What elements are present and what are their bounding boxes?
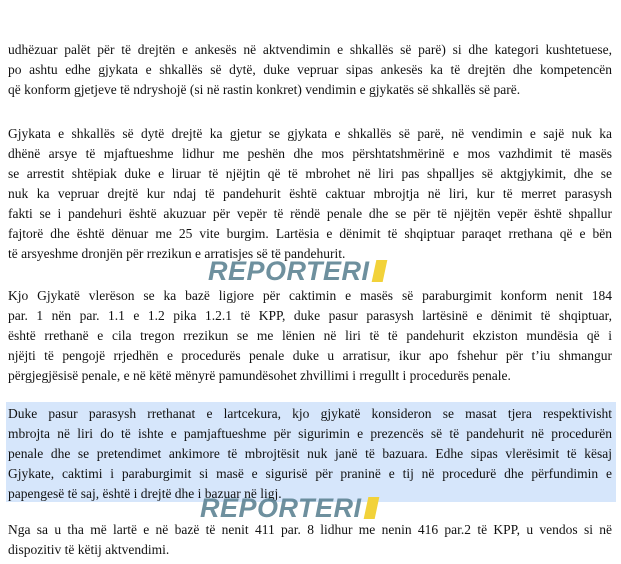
reporteri-watermark bbox=[208, 257, 385, 285]
paragraph-2 bbox=[8, 124, 612, 264]
text-line: dispozitiv të këtij aktvendimi. bbox=[8, 542, 170, 557]
text-line: të arsyeshme dronjën për rrezikun e arratisjes së të pandehurit. bbox=[8, 246, 346, 261]
text-line[interactable]: penale dhe se pretendimet ankimore të mbrojtësit nuk janë të bazuara. Edhe sipas vlerësimit të kësaj bbox=[8, 446, 612, 461]
text-line[interactable]: Duke pasur parasysh rrethanat e lartcekura, kjo gjykatë konsideron se masat tjera respektivisht bbox=[8, 406, 612, 421]
text-line: fajtorë dhe është dënuar me 25 vite burgim. Lartësia e dënimit të shqiptuar paraqet rrethana që e bën bbox=[8, 226, 612, 241]
text-line: par. 1 nën par. 1.1 e 1.2 pika 1.2.1 të KPP, duke pasur parasysh lartësinë e dënimit të shqiptuar, bbox=[8, 308, 612, 323]
paragraph-1 bbox=[8, 40, 612, 100]
text-line[interactable]: Gjykate, caktimi i paraburgimit si masë e sigurisë për praninë e tij në procedurë dhe përfundimin e bbox=[8, 466, 612, 481]
text-line: dhënë arsye të mjaftueshme lidhur me peshën dhe mos përshtatshmërinë e mos vazhdimit të masës bbox=[8, 146, 612, 161]
text-line: fakti se i pandehuri është akuzuar për vepër të rëndë penale dhe se për të njëjtën vepër është shpallur bbox=[8, 206, 612, 221]
watermark-bar-icon bbox=[363, 497, 379, 519]
text-line: që konform gjetjeve të ndryshojë (si në rastin konkret) vendimin e gjykatës së shkallës së parë. bbox=[8, 82, 521, 97]
text-line: se arrestit shtëpiak duke e liruar të njëjtin që të mbrohet në liri pas shpalljes së aktgjykimit, dhe se bbox=[8, 166, 612, 181]
paragraph-5 bbox=[8, 520, 612, 560]
text-line[interactable]: mbrojta në liri do të ishte e pamjaftueshme për sigurimin e prezencës së të pandehurit në procedurën bbox=[8, 426, 612, 441]
text-line: Kjo Gjykatë vlerëson se ka bazë ligjore për caktimin e masës së paraburgimit konform nenit 184 bbox=[8, 288, 612, 303]
text-line: njëjti të pengojë rrjedhën e procedurës penale duke u arratisur, ikur apo fshehur për t’iu shmangur bbox=[8, 348, 612, 363]
text-line: Nga sa u tha më lartë e në bazë të nenit 411 par. 8 lidhur me nenin 416 par.2 të KPP, u vendos si në bbox=[8, 522, 612, 537]
paragraph-3 bbox=[8, 286, 612, 386]
watermark-text: REPORTERI bbox=[200, 492, 362, 523]
text-line: është rrethanë e cila tregon rrezikun se me lënien në liri të të pandehurit ekziston mundësia që i bbox=[8, 328, 612, 343]
watermark-text: REPORTERI bbox=[208, 255, 370, 286]
text-line: nuk ka vepruar drejtë kur ndaj të pandehurit është caktuar mbrojtja në liri, kur të merret parasysh bbox=[8, 186, 612, 201]
reporteri-watermark bbox=[200, 494, 377, 522]
text-line[interactable]: papengesë të saj, është i drejtë dhe i bazuar në ligj. bbox=[8, 486, 282, 501]
text-line: udhëzuar palët për të drejtën e ankesës në aktvendimin e shkallës së parë) si dhe kategori kushtetuese, bbox=[8, 42, 612, 57]
document-page bbox=[4, 0, 617, 564]
text-line: Gjykata e shkallës së dytë drejtë ka gjetur se gjykata e shkallës së parë, në vendimin e sajë nuk ka bbox=[8, 126, 612, 141]
text-line: po ashtu edhe gjykata e shkallës së dytë, duke vepruar sipas ankesës ka të drejtën dhe kompetencën bbox=[8, 62, 612, 77]
watermark-bar-icon bbox=[371, 260, 387, 282]
paragraph-4-highlighted[interactable] bbox=[8, 404, 612, 504]
text-line: përgjegjësisë penale, e në këtë mënyrë pamundësohet zhvillimi i rregullt i procedurës penale. bbox=[8, 368, 511, 383]
